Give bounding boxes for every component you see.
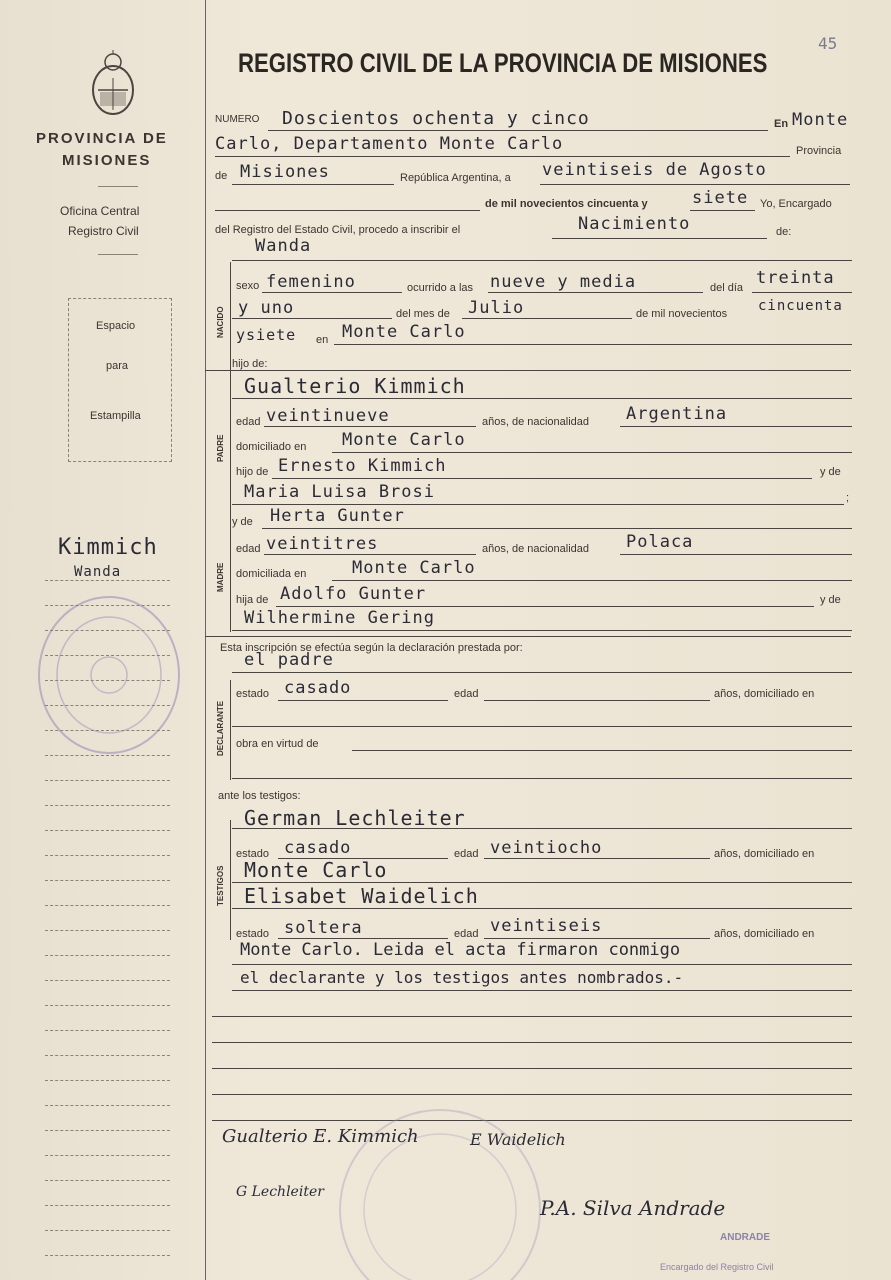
label-yo-encargado: Yo, Encargado: [760, 198, 832, 210]
label-republica: República Argentina, a: [400, 172, 511, 184]
registrar-stamp-name: ANDRADE: [720, 1232, 770, 1243]
stub-line: [45, 1080, 170, 1081]
label-padre-dom: domiciliado en: [236, 441, 307, 453]
value-t2-dom: Monte Carlo. Leida el acta firmaron conmigo: [240, 940, 681, 960]
section-declarante-label: DECLARANTE: [216, 700, 225, 756]
label-ante-testigos: ante los testigos:: [218, 790, 301, 802]
value-decl-estado: casado: [284, 678, 352, 698]
value-t1-edad: veintiocho: [490, 838, 603, 858]
label-obra: obra en virtud de: [236, 738, 319, 750]
stub-line: [45, 905, 170, 906]
label-t2-dom: años, domiciliado en: [714, 928, 815, 940]
province-label-2: MISIONES: [62, 152, 152, 169]
label-de2: de:: [776, 226, 792, 238]
label-del-dia: del día: [710, 282, 744, 294]
stub-line: [45, 1030, 170, 1031]
label-mil-novecientos: de mil novecientos: [636, 308, 728, 320]
value-mes: Julio: [468, 298, 525, 318]
value-testigo1: German Lechleiter: [244, 806, 466, 830]
value-testigo2: Elisabet Waidelich: [244, 884, 479, 908]
value-madre-edad: veintitres: [266, 534, 379, 554]
value-lugar2: Carlo, Departamento Monte Carlo: [215, 134, 564, 154]
value-padre-dom: Monte Carlo: [342, 430, 466, 450]
value-padre-edad: veintinueve: [266, 406, 390, 426]
value-t1-dom: Monte Carlo: [244, 858, 388, 882]
stub-line: [45, 730, 170, 731]
official-seal-stamp: [34, 590, 184, 760]
value-madre-hija-de: Adolfo Gunter: [280, 584, 427, 604]
stub-line: [45, 1055, 170, 1056]
label-madre-y-de: y de: [232, 516, 253, 528]
label-padre-edad: edad: [236, 416, 261, 428]
stub-line: [45, 1155, 170, 1156]
value-hora: nueve y media: [490, 272, 637, 292]
label-decl-dom: años, domiciliado en: [714, 688, 815, 700]
office-label-2: Registro Civil: [68, 224, 139, 238]
label-t1-edad: edad: [454, 848, 479, 860]
label-numero: NUMERO: [215, 114, 260, 125]
signature-witness1: G Lechleiter: [236, 1184, 324, 1200]
value-madre-nac: Polaca: [626, 532, 694, 552]
value-t2-estado: soltera: [284, 918, 363, 938]
stub-line: [45, 780, 170, 781]
value-padre-nombre: Gualterio Kimmich: [244, 374, 466, 398]
province-label-1: PROVINCIA DE: [36, 130, 168, 147]
stamp-box-line3: Estampilla: [90, 410, 141, 422]
stub-line: [45, 1130, 170, 1131]
stub-line: [45, 1205, 170, 1206]
value-lugar-nac: Monte Carlo: [342, 322, 466, 342]
value-madre-dom: Monte Carlo: [352, 558, 476, 578]
value-fecha: veintiseis de Agosto: [542, 160, 767, 180]
label-padre-y-de: y de: [820, 466, 841, 478]
label-del-registro: del Registro del Estado Civil, procedo a inscribir el: [215, 224, 461, 236]
label-hijo-de: hijo de:: [232, 358, 268, 370]
label-inscripcion: Esta inscripción se efectúa según la declaración prestada por:: [220, 642, 523, 654]
value-anio-nac: cincuenta: [758, 298, 843, 314]
value-padre-y-de: Maria Luisa Brosi: [244, 482, 435, 502]
label-en: En: [774, 118, 789, 130]
label-del-mes: del mes de: [396, 308, 450, 320]
stub-line: [45, 980, 170, 981]
stub-line: [45, 880, 170, 881]
stub-line: [45, 655, 170, 656]
value-en-lugar: Monte: [792, 110, 849, 130]
registrar-stamp-title: Encargado del Registro Civil: [660, 1262, 774, 1272]
value-t1-estado: casado: [284, 838, 352, 858]
value-declarante: el padre: [244, 650, 334, 670]
stub-line: [45, 855, 170, 856]
value-numero: Doscientos ochenta y cinco: [282, 108, 590, 129]
stub-line: [45, 755, 170, 756]
label-madre-dom: domiciliada en: [236, 568, 307, 580]
label-padre-nac: años, de nacionalidad: [482, 416, 590, 428]
label-t2-edad: edad: [454, 928, 479, 940]
value-anio: siete: [692, 188, 749, 208]
stub-line: [45, 705, 170, 706]
page-number: 45: [818, 34, 838, 53]
label-madre-nac: años, de nacionalidad: [482, 543, 590, 555]
stub-line: [45, 630, 170, 631]
signature-witness2: E Waidelich: [470, 1130, 566, 1149]
value-madre-nombre: Herta Gunter: [270, 506, 405, 526]
value-madre-y-de: Wilhermine Gering: [244, 608, 435, 628]
stub-line: [45, 580, 170, 581]
label-sexo: sexo: [236, 280, 260, 292]
label-madre-hija-de: hija de: [236, 594, 269, 606]
label-decl-edad: edad: [454, 688, 479, 700]
value-provincia: Misiones: [240, 162, 330, 182]
value-dia: treinta: [756, 268, 835, 288]
section-madre-label: MADRE: [216, 562, 225, 592]
label-padre-hijo-de: hijo de: [236, 466, 269, 478]
value-anio-nac2: ysiete: [236, 326, 297, 344]
section-nacido-label: NACIDO: [216, 306, 225, 338]
document-title: REGISTRO CIVIL DE LA PROVINCIA DE MISIONES: [238, 48, 768, 78]
office-label-1: Oficina Central: [60, 204, 140, 218]
coat-of-arms-icon: [86, 50, 140, 120]
stub-line: [45, 1255, 170, 1256]
label-de: de: [215, 170, 228, 182]
stub-line: [45, 1180, 170, 1181]
value-t2-edad: veintiseis: [490, 916, 603, 936]
stub-line: [45, 830, 170, 831]
certificate-page: 45 PROVINCIA DE MISIONES Oficina Central Registro Civil Espacio para Estampilla Kimmich Wanda NACIDO PADRE MADRE DECLARANTE TESTIGOS REGISTRO CIVIL DE LA PROVINCIA DE MISIONES NUMERO Doscientos ochenta y cinco En Monte Carlo, Departamento Monte Carlo Provincia de Misiones República Argentina, a veintiseis de Agosto de mil novecientos cincuenta y siete Yo, Encargado del Registro del Estado Civil, procedo a inscribir el Nacimiento de: Wanda sexo femenino ocurrido a las nueve y media del día treinta y uno del mes de Julio de mil novecientos cincuenta ysiete en Monte Carlo hijo de: Gualterio Kimmich edad veintinueve años, de nacionalidad Argentina domiciliado en Monte Carlo hijo de Ernesto Kimmich y de Maria Luisa Brosi ; y de Herta Gunter edad veintitres años, de nacionalidad Polaca domiciliada en Monte Carlo hija de Adolfo Gunter y de Wilhermine Gering Esta inscripción se efectúa según la declaración prestada por: el padre estado casado edad años, domiciliado en obra en virtud de ante los testigos: German Lechleiter estado casado edad veintiocho años, domiciliado en Monte Carlo Elisabet Waidelich estado soltera edad veintiseis años, domiciliado en Monte Carlo. Leida el acta firmaron conmigo el declarante y los testigos antes nombrados.- Gualterio E. Kimmich E Waidelich G Lechleiter P.A. Silva Andrade ANDRADE Encargado del Registro Civil: [0, 0, 891, 1280]
stub-line: [45, 1230, 170, 1231]
stub-line: [45, 955, 170, 956]
stub-line: [45, 605, 170, 606]
stamp-box-line1: Espacio: [96, 320, 136, 332]
stub-line: [45, 805, 170, 806]
stub-line: [45, 1005, 170, 1006]
label-decl-estado: estado: [236, 688, 270, 700]
section-padre-label: PADRE: [216, 434, 225, 462]
label-madre-edad: edad: [236, 543, 261, 555]
label-ocurrido: ocurrido a las: [407, 282, 474, 294]
stub-line: [45, 1105, 170, 1106]
section-testigos-label: TESTIGOS: [216, 865, 225, 906]
label-madre-y-de2: y de: [820, 594, 841, 606]
label-en2: en: [316, 334, 329, 346]
stub-line: [45, 930, 170, 931]
value-acto: Nacimiento: [578, 214, 691, 234]
value-padre-hijo-de: Ernesto Kimmich: [278, 456, 447, 476]
signature-father: Gualterio E. Kimmich: [222, 1126, 419, 1147]
label-provincia: Provincia: [796, 145, 842, 157]
signature-registrar: P.A. Silva Andrade: [540, 1196, 726, 1220]
stub-line: [45, 680, 170, 681]
value-padre-nac: Argentina: [626, 404, 728, 424]
value-dia2: y uno: [238, 298, 295, 318]
stamp-box-line2: para: [106, 360, 129, 372]
value-nombre: Wanda: [255, 236, 312, 256]
label-mil-cincuenta: de mil novecientos cincuenta y: [485, 198, 648, 210]
value-cierre: el declarante y los testigos antes nombrados.-: [240, 968, 684, 987]
label-t1-dom: años, domiciliado en: [714, 848, 815, 860]
label-t2-estado: estado: [236, 928, 270, 940]
margin-name: Wanda: [74, 564, 122, 580]
margin-surname: Kimmich: [58, 535, 158, 560]
label-t1-estado: estado: [236, 848, 270, 860]
value-sexo: femenino: [266, 272, 356, 292]
